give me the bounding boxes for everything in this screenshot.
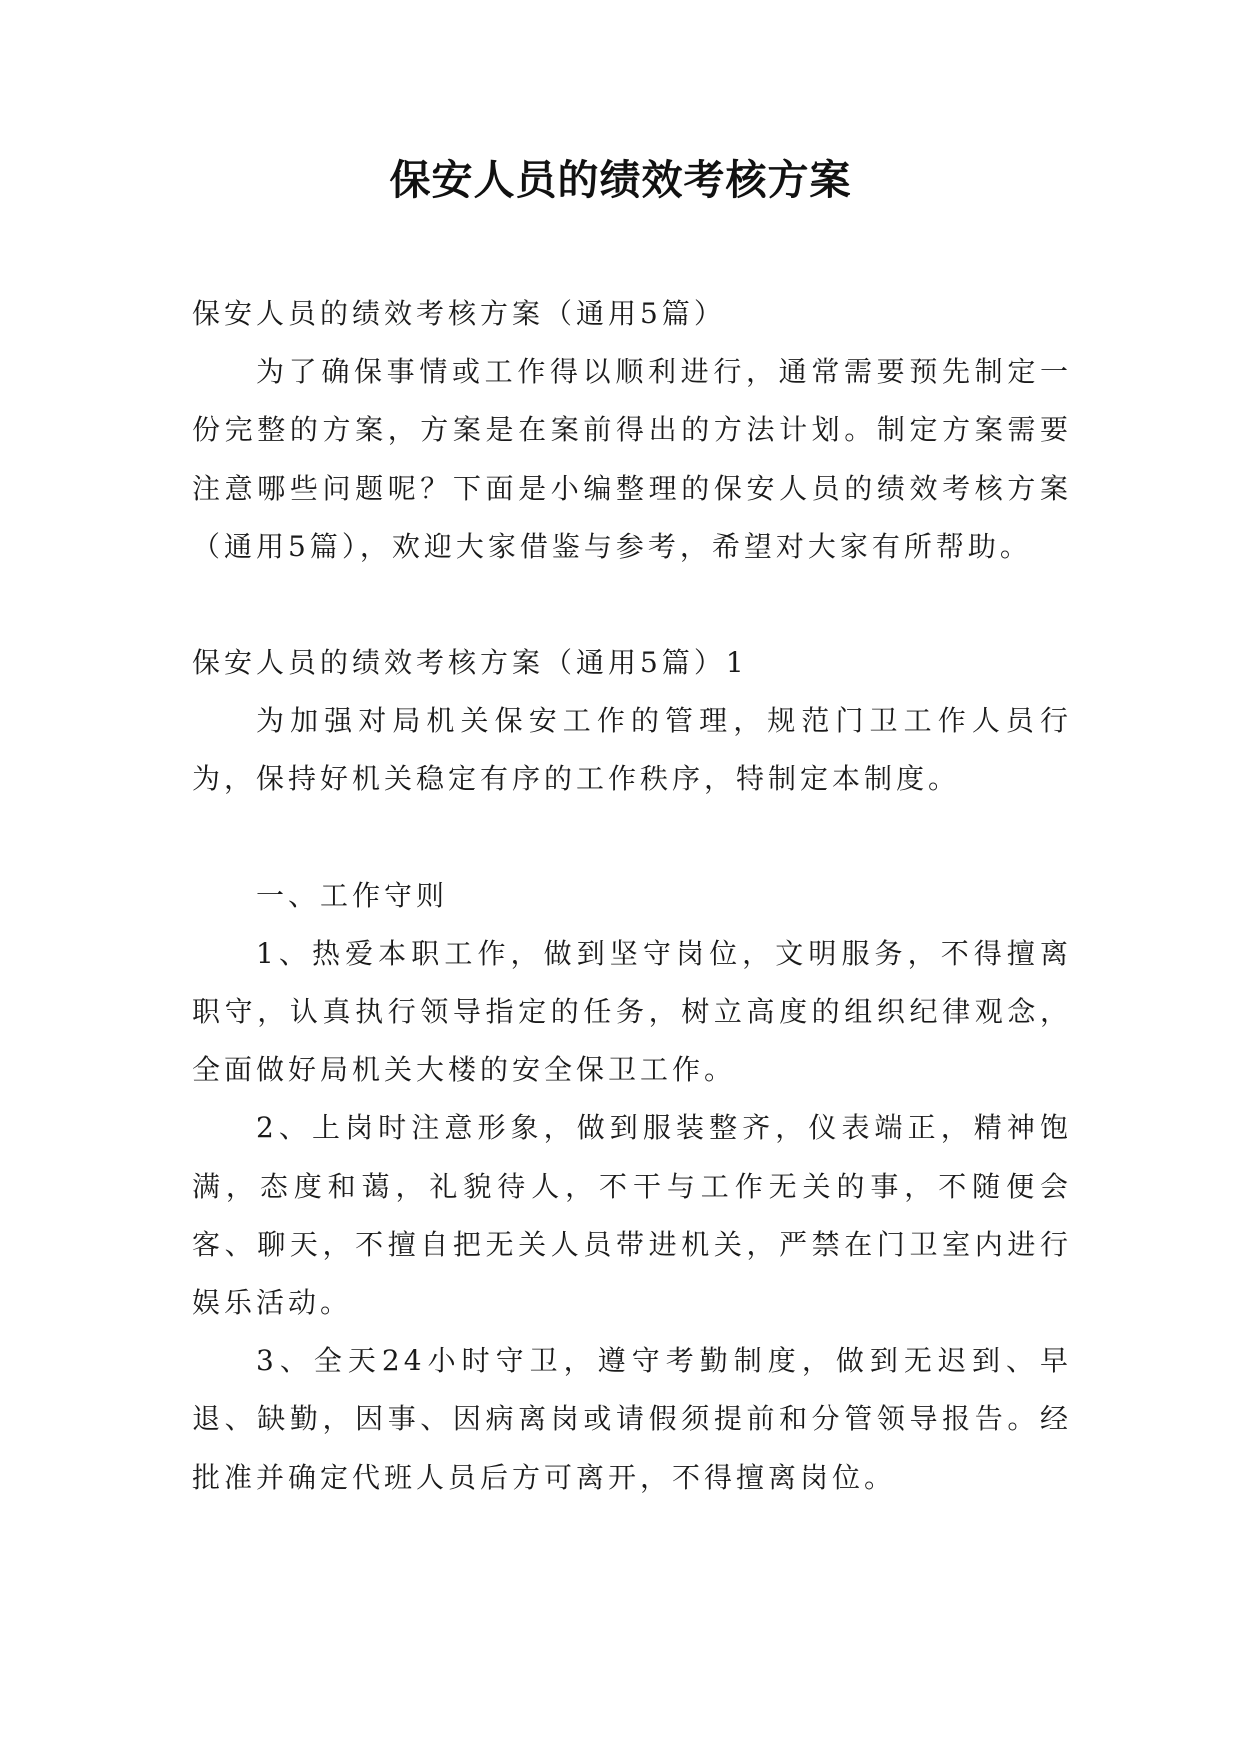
document-body [192,285,1072,1507]
section-intro-paragraph: 为加强对局机关保安工作的管理，规范门卫工作人员行为，保持好机关稳定有序的工作秩序，特制定本制度。 [192,704,1072,796]
spacer [192,576,1072,634]
document-subtitle: 保安人员的绩效考核方案（通用5篇） [192,297,726,330]
section-heading: 保安人员的绩效考核方案（通用5篇）1 [192,646,748,680]
rule-paragraph: 3、全天24小时守卫，遵守考勤制度，做到无迟到、早退、缺勤，因事、因病离岗或请假须提前和分管领导报告。经批准并确定代班人员后方可离开，不得擅离岗位。 [192,1344,1072,1494]
part-heading: 一、工作守则 [256,878,449,912]
rule-paragraph: 1、热爱本职工作，做到坚守岗位，文明服务，不得擅离职守，认真执行领导指定的任务，树立高度的组织纪律观念，全面做好局机关大楼的安全保卫工作。 [192,936,1072,1087]
document-title: 保安人员的绩效考核方案 [389,156,852,204]
spacer [192,809,1072,867]
rule-paragraph: 2、上岗时注意形象，做到服装整齐，仪表端正，精神饱满，态度和蔼，礼貌待人，不干与工作无关的事，不随便会客、聊天，不擅自把无关人员带进机关，严禁在门卫室内进行娱乐活动。 [192,1111,1072,1320]
intro-paragraph: 为了确保事情或工作得以顺利进行，通常需要预先制定一份完整的方案，方案是在案前得出的方法计划。制定方案需要注意哪些问题呢？下面是小编整理的保安人员的绩效考核方案（通用5篇），欢迎大家借鉴与参考，希望对大家有所帮助。 [192,355,1072,563]
